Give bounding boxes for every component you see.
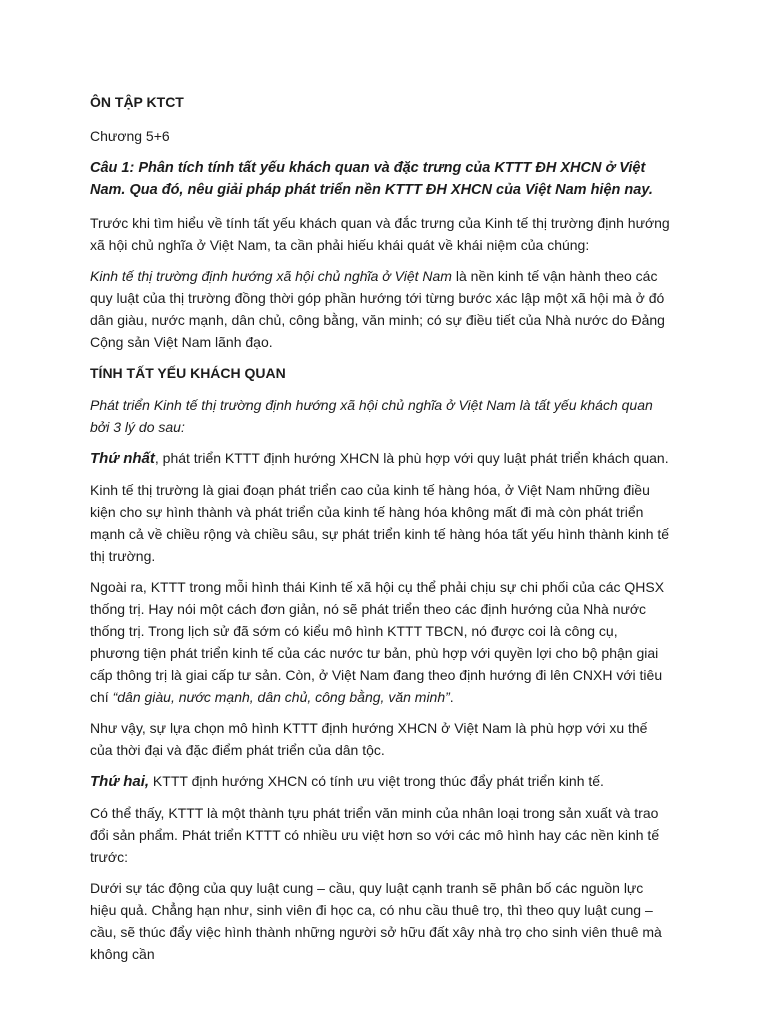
intro-paragraph: Trước khi tìm hiểu về tính tất yếu khách quan và đắc trưng của Kinh tế thị trường định hướng xã hội chủ nghĩa ở Việt Nam, ta cần phải hiếu khái quát về khái niệm của chúng: — [90, 215, 670, 253]
question-heading: Câu 1: Phân tích tính tất yếu khách quan và đặc trưng của KTTT ĐH XHCN ở Việt Nam. Qua đó, nêu giải pháp phát triển nền KTTT ĐH XHCN của Việt Nam hiện nay. — [90, 160, 653, 198]
section-intro: Phát triển Kinh tế thị trường định hướng xã hội chủ nghĩa ở Việt Nam là tất yếu khách quan bởi 3 lý do sau: — [90, 397, 653, 435]
document-body — [90, 88, 670, 974]
paragraph-2-quote: “dân giàu, nước mạnh, dân chủ, công bằng, văn minh” — [112, 689, 450, 705]
first-reason-lead: Thứ nhất — [90, 450, 155, 467]
second-reason-lead: Thứ hai, — [90, 773, 150, 790]
document-title: ÔN TẬP KTCT — [90, 94, 184, 110]
section-heading: TÍNH TẤT YẾU KHÁCH QUAN — [90, 365, 286, 381]
paragraph-2 — [90, 576, 670, 708]
second-reason — [90, 770, 670, 793]
paragraph-2-text: Ngoài ra, KTTT trong mỗi hình thái Kinh tế xã hội cụ thể phải chịu sự chi phối của các QHSX thống trị. Hay nói một cách đơn giản, nó sẽ phát triển theo các định hướng của Nhà nước thống trị. Trong lịch sử đã sớm có kiểu mô hình KTTT TBCN, nó được coi là công cụ, phương tiện phát triển kinh tế của các nước tư bản, phù hợp với quyền lợi cho bộ phận giai cấp thông trị là giai cấp tư sản. Còn, ở Việt Nam đang theo định hướng đi lên CNXH với tiêu chí — [90, 579, 665, 705]
first-reason — [90, 447, 670, 470]
definition-term: Kinh tế thị trường định hướng xã hội chủ nghĩa ở Việt Nam — [90, 268, 452, 284]
definition-text: là nền kinh tế vận hành theo các quy luật của thị trường đồng thời góp phần hướng tới từng bước xác lập một xã hội mà ở đó dân giàu, nước mạnh, dân chủ, công bằng, văn minh; có sự điều tiết của Nhà nước do Đảng Cộng sản Việt Nam lãnh đạo. — [90, 268, 665, 350]
paragraph-4: Có thể thấy, KTTT là một thành tựu phát triển văn minh của nhân loại trong sản xuất và trao đổi sản phẩm. Phát triển KTTT có nhiều ưu việt hơn so với các mô hình hay các nền kinh tế trước: — [90, 805, 660, 865]
paragraph-3: Như vậy, sự lựa chọn mô hình KTTT định hướng XHCN ở Việt Nam là phù hợp với xu thế của thời đại và đặc điểm phát triển của dân tộc. — [90, 720, 648, 758]
second-reason-text: KTTT định hướng XHCN có tính ưu việt trong thúc đẩy phát triển kinh tế. — [149, 773, 604, 789]
paragraph-1: Kinh tế thị trường là giai đoạn phát triển cao của kinh tế hàng hóa, ở Việt Nam những điều kiện cho sự hình thành và phát triển của kinh tế hàng hóa không mất đi mà còn phát triển mạnh cả về chiều rộng và chiều sâu, sự phát triển kinh tế hàng hóa tất yếu hình thành kinh tế thị trường. — [90, 482, 670, 564]
first-reason-text: , phát triển KTTT định hướng XHCN là phù hợp với quy luật phát triển khách quan. — [154, 450, 669, 466]
chapter-label: Chương 5+6 — [90, 128, 170, 144]
paragraph-2-end: . — [449, 689, 454, 705]
paragraph-5: Dưới sự tác động của quy luật cung – cầu, quy luật cạnh tranh sẽ phân bố các nguồn lực hiệu quả. Chẳng hạn như, sinh viên đi học ca, có nhu cầu thuê trọ, thì theo quy luật cung – cầu, sẽ thúc đẩy việc hình thành những người sở hữu đất xây nhà trọ cho sinh viên thuê mà không cần — [90, 880, 662, 962]
definition-paragraph — [90, 265, 670, 353]
